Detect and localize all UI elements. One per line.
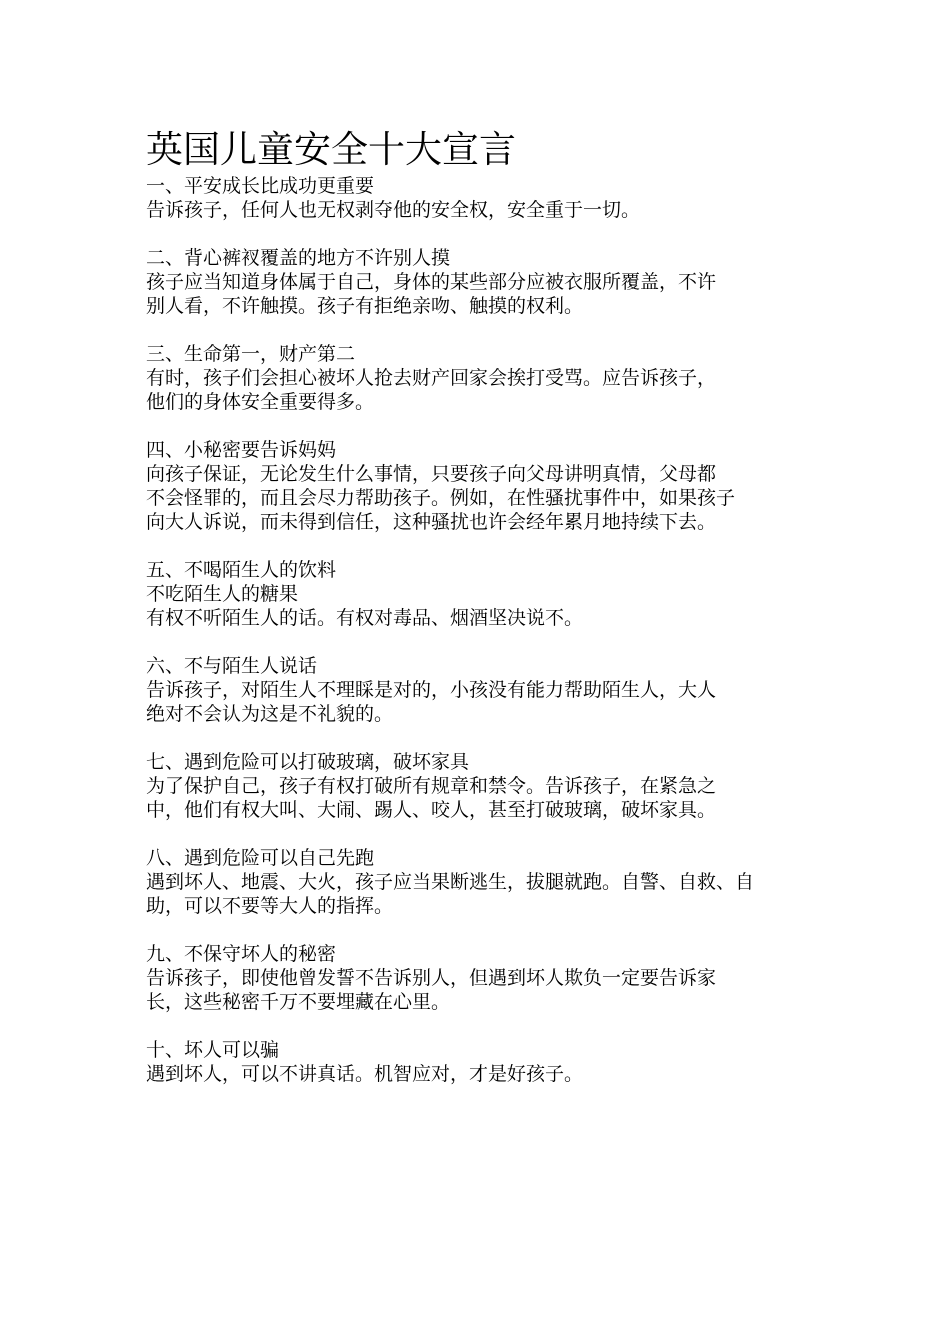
section-6 — [146, 654, 811, 726]
section-text: 助，可以不要等大人的指挥。 — [146, 895, 394, 917]
section-text: 不会怪罪的，而且会尽力帮助孩子。例如，在性骚扰事件中，如果孩子 — [146, 487, 736, 509]
section-text: 为了保护自己，孩子有权打破所有规章和禁令。告诉孩子，在紧急之 — [146, 775, 717, 797]
section-heading: 二、背心裤衩覆盖的地方不许别人摸 — [146, 247, 451, 269]
section-heading: 七、遇到危险可以打破玻璃，破坏家具 — [146, 751, 470, 773]
section-text: 有时，孩子们会担心被坏人抢去财产回家会挨打受骂。应告诉孩子， — [146, 367, 717, 389]
section-heading: 五、不喝陌生人的饮料 — [146, 559, 337, 581]
section-heading: 四、小秘密要告诉妈妈 — [146, 439, 337, 461]
section-4 — [146, 438, 811, 534]
section-text: 别人看，不许触摸。孩子有拒绝亲吻、触摸的权利。 — [146, 295, 584, 317]
section-text: 告诉孩子，任何人也无权剥夺他的安全权，安全重于一切。 — [146, 199, 641, 221]
section-3 — [146, 342, 811, 414]
section-heading: 八、遇到危险可以自己先跑 — [146, 847, 375, 869]
section-text: 绝对不会认为这是不礼貌的。 — [146, 703, 394, 725]
section-7 — [146, 750, 811, 822]
section-2 — [146, 246, 811, 318]
section-text: 他们的身体安全重要得多。 — [146, 391, 375, 413]
section-heading: 三、生命第一，财产第二 — [146, 343, 356, 365]
section-text: 向大人诉说，而未得到信任，这种骚扰也许会经年累月地持续下去。 — [146, 511, 717, 533]
section-text: 向孩子保证，无论发生什么事情，只要孩子向父母讲明真情，父母都 — [146, 463, 717, 485]
section-text: 遇到坏人，可以不讲真话。机智应对，才是好孩子。 — [146, 1063, 584, 1085]
section-text: 告诉孩子，即使他曾发誓不告诉别人，但遇到坏人欺负一定要告诉家 — [146, 967, 717, 989]
section-heading: 一、平安成长比成功更重要 — [146, 175, 375, 197]
section-9 — [146, 942, 811, 1014]
section-1 — [146, 174, 811, 222]
document-page — [146, 126, 811, 1110]
section-text: 长，这些秘密千万不要埋藏在心里。 — [146, 991, 451, 1013]
section-heading: 十、坏人可以骗 — [146, 1039, 280, 1061]
document-title: 英国儿童安全十大宣言 — [146, 128, 516, 171]
section-text: 有权不听陌生人的话。有权对毒品、烟酒坚决说不。 — [146, 607, 584, 629]
section-text: 遇到坏人、地震、大火，孩子应当果断逃生，拔腿就跑。自警、自救、自 — [146, 871, 755, 893]
section-heading: 六、不与陌生人说话 — [146, 655, 318, 677]
section-5 — [146, 558, 811, 630]
section-text: 告诉孩子，对陌生人不理睬是对的，小孩没有能力帮助陌生人，大人 — [146, 679, 717, 701]
section-heading: 九、不保守坏人的秘密 — [146, 943, 337, 965]
section-8 — [146, 846, 811, 918]
section-text: 孩子应当知道身体属于自己，身体的某些部分应被衣服所覆盖，不许 — [146, 271, 717, 293]
section-text: 不吃陌生人的糖果 — [146, 583, 299, 605]
section-10 — [146, 1038, 811, 1086]
section-text: 中，他们有权大叫、大闹、踢人、咬人，甚至打破玻璃，破坏家具。 — [146, 799, 717, 821]
